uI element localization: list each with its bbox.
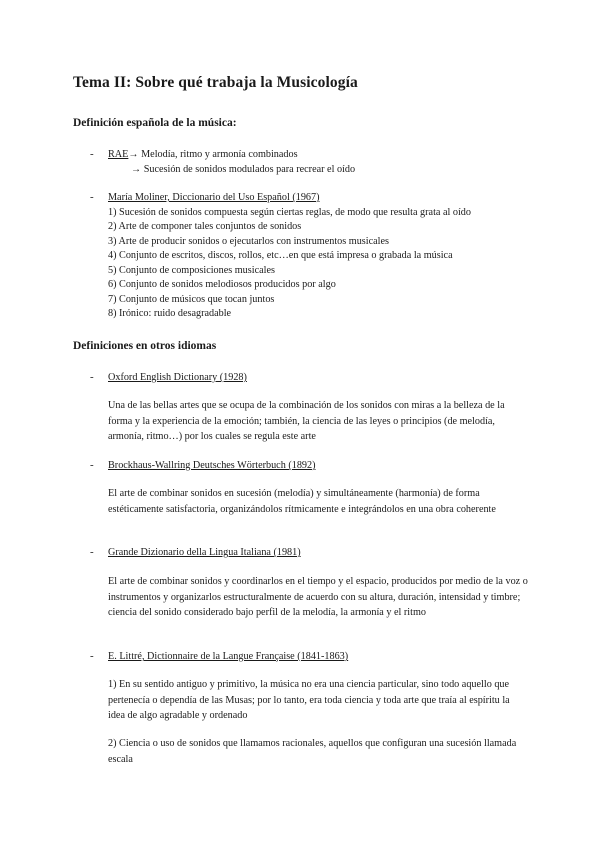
rae-def-2: Sucesión de sonidos modulados para recrear el oído bbox=[143, 164, 356, 175]
bullet-dash: - bbox=[90, 650, 94, 662]
page-title: Tema II: Sobre qué trabaja la Musicología bbox=[73, 74, 358, 91]
moliner-item: 5) Conjunto de composiciones musicales bbox=[108, 265, 275, 276]
oxford-definition: Una de las bellas artes que se ocupa de la combinación de los sonidos con miras a la belleza de la forma y la experiencia de la emoción; también, la ciencia de las leyes o principios (de melodía, armonía, ritmo…) por los cuales se regula este arte bbox=[108, 400, 505, 442]
bullet-dash: - bbox=[90, 191, 94, 203]
brockhaus-source: Brockhaus-Wallring Deutsches Wörterbuch (1892) bbox=[108, 460, 316, 471]
littre-source: E. Littré, Dictionnaire de la Langue Française (1841-1863) bbox=[108, 651, 349, 662]
moliner-item: 4) Conjunto de escritos, discos, rollos, etc…en que está impresa o grabada la música bbox=[108, 250, 453, 261]
rae-source: RAE bbox=[108, 149, 129, 160]
section-heading-other-languages: Definiciones en otros idiomas bbox=[73, 340, 217, 352]
bullet-dash: - bbox=[90, 148, 94, 160]
moliner-item: 8) Irónico: ruido desagradable bbox=[108, 308, 232, 319]
brockhaus-definition: El arte de combinar sonidos en sucesión (melodía) y simultáneamente (harmonía) de forma estéticamente satisfactoria, organizándolos rítmicamente e integrándolos en una obra coherente bbox=[108, 488, 496, 515]
bullet-dash: - bbox=[90, 371, 94, 383]
littre-definition-2: 2) Ciencia o uso de sonidos que llamamos racionales, aquellos que configuran una sucesión llamada escala bbox=[108, 738, 517, 765]
moliner-item: 2) Arte de componer tales conjuntos de sonidos bbox=[108, 221, 302, 232]
bullet-dash: - bbox=[90, 459, 94, 471]
dizionario-source: Grande Dizionario della Lingua Italiana (1981) bbox=[108, 547, 301, 558]
rae-def-1: Melodía, ritmo y armonía combinados bbox=[141, 149, 298, 160]
rae-definition-1 bbox=[108, 148, 298, 162]
arrow-icon: → bbox=[131, 164, 142, 175]
moliner-item: 7) Conjunto de músicos que tocan juntos bbox=[108, 294, 275, 305]
moliner-item: 6) Conjunto de sonidos melodiosos producidos por algo bbox=[108, 279, 336, 290]
moliner-item: 3) Arte de producir sonidos o ejecutarlos con instrumentos musicales bbox=[108, 236, 389, 247]
littre-definition-1: 1) En su sentido antiguo y primitivo, la música no era una ciencia particular, sino todo aquello que pertenecía o dependía de las Musas; por lo tanto, era toda ciencia y toda arte que traía al espíritu la idea de algo agradable y ordenado bbox=[108, 679, 510, 721]
oxford-source: Oxford English Dictionary (1928) bbox=[108, 372, 247, 383]
bullet-dash: - bbox=[90, 546, 94, 558]
dizionario-definition: El arte de combinar sonidos y coordinarlos en el tiempo y el espacio, producidos por medio de la voz o instrumentos y organizarlos estructuralmente de acuerdo con su altura, duración, intensidad y timbre; ciencia del sonido considerado bajo perfil de la melodía, la armonía y el ritmo bbox=[108, 576, 528, 618]
section-heading-spanish: Definición española de la música: bbox=[73, 117, 237, 129]
arrow-icon: → bbox=[128, 149, 139, 160]
moliner-item: 1) Sucesión de sonidos compuesta según ciertas reglas, de modo que resulta grata al oído bbox=[108, 207, 471, 218]
moliner-source: María Moliner, Diccionario del Uso Español (1967) bbox=[108, 192, 320, 203]
rae-definition-2 bbox=[131, 163, 355, 177]
